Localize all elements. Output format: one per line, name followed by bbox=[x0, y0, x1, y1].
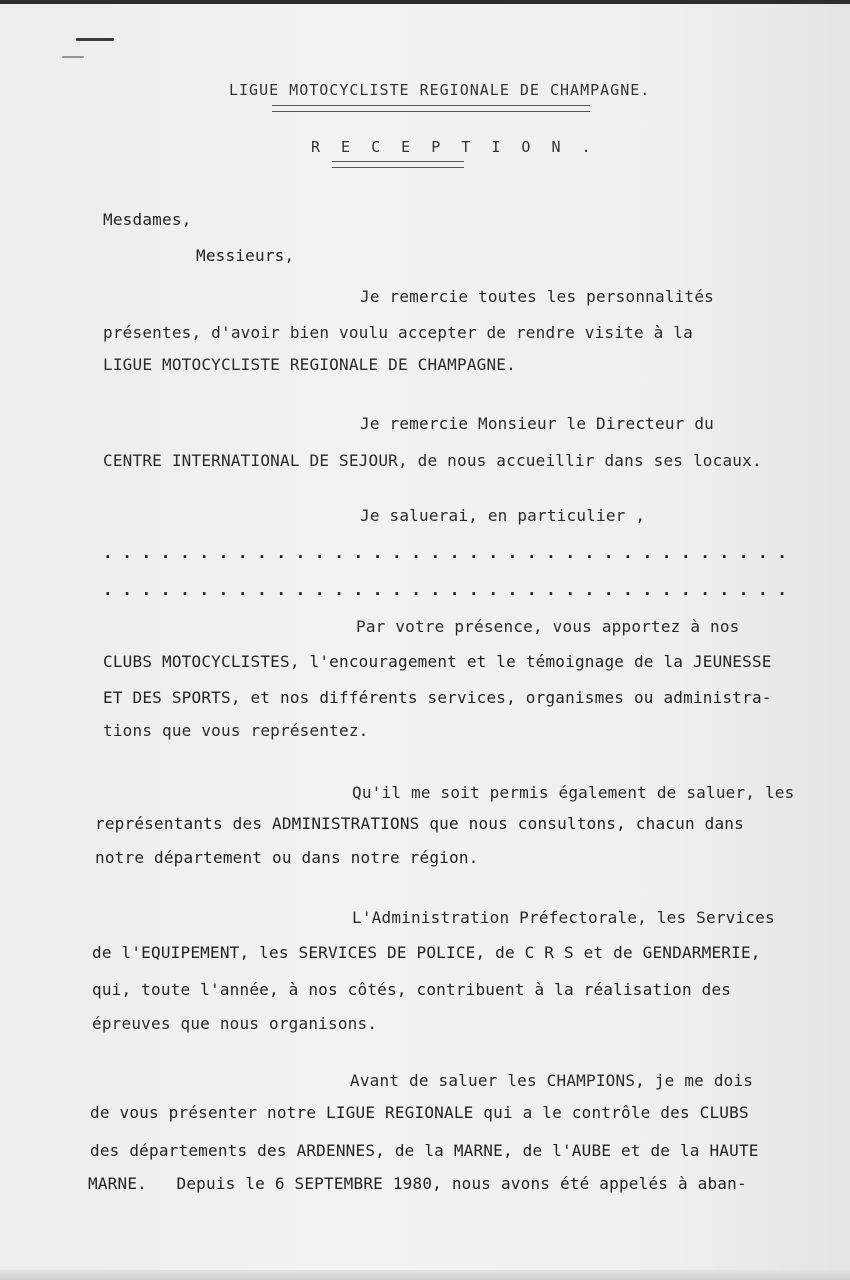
corner-mark-small bbox=[62, 56, 84, 58]
body-line: notre département ou dans notre région. bbox=[95, 848, 479, 867]
reception-title-underline bbox=[332, 161, 464, 168]
body-line: de l'EQUIPEMENT, les SERVICES DE POLICE, de C R S et de GENDARMERIE, bbox=[92, 943, 761, 962]
body-line: L'Administration Préfectorale, les Services bbox=[352, 908, 775, 927]
body-line: Je remercie toutes les personnalités bbox=[360, 287, 714, 306]
salutation-mesdames: Mesdames, bbox=[103, 210, 192, 229]
body-line: épreuves que nous organisons. bbox=[92, 1014, 378, 1033]
org-heading: LIGUE MOTOCYCLISTE REGIONALE DE CHAMPAGNE. bbox=[229, 81, 651, 99]
reception-title: R E C E P T I O N . bbox=[311, 138, 597, 156]
body-line: de vous présenter notre LIGUE REGIONALE qui a le contrôle des CLUBS bbox=[90, 1103, 749, 1122]
body-line: présentes, d'avoir bien voulu accepter de rendre visite à la bbox=[103, 323, 693, 342]
body-line: LIGUE MOTOCYCLISTE REGIONALE DE CHAMPAGNE. bbox=[103, 355, 516, 374]
body-line: ET DES SPORTS, et nos différents services, organismes ou administra- bbox=[103, 688, 772, 707]
body-line: qui, toute l'année, à nos côtés, contribuent à la réalisation des bbox=[92, 980, 732, 999]
body-line: représentants des ADMINISTRATIONS que nous consultons, chacun dans bbox=[95, 814, 744, 833]
body-line: MARNE. Depuis le 6 SEPTEMBRE 1980, nous avons été appelés à aban- bbox=[88, 1174, 747, 1193]
body-line: CENTRE INTERNATIONAL DE SEJOUR, de nous accueillir dans ses locaux. bbox=[103, 451, 762, 470]
body-line: Je saluerai, en particulier , bbox=[360, 506, 646, 525]
body-line: CLUBS MOTOCYCLISTES, l'encouragement et le témoignage de la JEUNESSE bbox=[103, 652, 772, 671]
dotted-line: . . . . . . . . . . . . . . . . . . . . . . . . . . . . . . . . . . . . bbox=[103, 543, 787, 562]
body-line: Je remercie Monsieur le Directeur du bbox=[360, 414, 714, 433]
page-top-edge bbox=[0, 0, 850, 4]
body-line: Par votre présence, vous apportez à nos bbox=[356, 617, 740, 636]
body-line: tions que vous représentez. bbox=[103, 721, 369, 740]
salutation-messieurs: Messieurs, bbox=[196, 246, 295, 265]
body-line: Avant de saluer les CHAMPIONS, je me dois bbox=[350, 1071, 754, 1090]
dotted-line: . . . . . . . . . . . . . . . . . . . . . . . . . . . . . . . . . . . . bbox=[103, 580, 787, 599]
body-line: des départements des ARDENNES, de la MARNE, de l'AUBE et de la HAUTE bbox=[90, 1141, 759, 1160]
page-bottom-edge bbox=[0, 1270, 850, 1280]
body-line: Qu'il me soit permis également de saluer, les bbox=[352, 783, 795, 802]
org-heading-underline bbox=[272, 105, 590, 112]
corner-mark bbox=[76, 38, 114, 41]
